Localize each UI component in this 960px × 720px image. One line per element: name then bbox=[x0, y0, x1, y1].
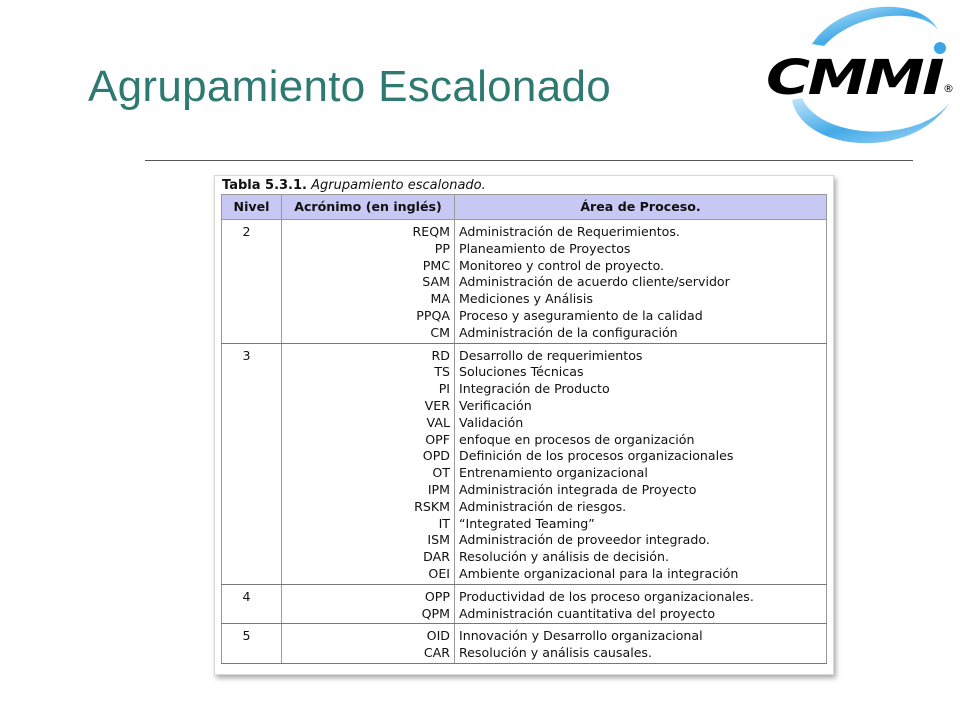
process-area-text: enfoque en procesos de organización bbox=[459, 431, 695, 447]
process-area-text: Monitoreo y control de proyecto. bbox=[459, 257, 665, 273]
cmmi-logo-graphic bbox=[762, 2, 960, 152]
process-area-text: Resolución y análisis causales. bbox=[459, 645, 653, 661]
process-area-text: Soluciones Técnicas bbox=[459, 364, 584, 380]
acronym-cell bbox=[282, 584, 455, 624]
table-header-row bbox=[222, 195, 827, 220]
header-area: Área de Proceso. bbox=[455, 195, 827, 220]
cmmi-logo-text: CMMI bbox=[766, 50, 944, 106]
header-nivel: Nivel bbox=[222, 195, 282, 220]
acronym-text: PMC bbox=[422, 257, 450, 273]
nivel-cell: 2 bbox=[222, 220, 282, 344]
acronym-text: OPF bbox=[425, 431, 450, 447]
acronym-text: QPM bbox=[421, 605, 450, 621]
header-acronimo: Acrónimo (en inglés) bbox=[282, 195, 455, 220]
acronym-text: OEI bbox=[428, 565, 450, 581]
process-area-cell bbox=[455, 343, 827, 584]
acronym-text: REQM bbox=[412, 224, 450, 239]
slide-title: Agrupamiento Escalonado bbox=[88, 62, 612, 111]
process-area-text: Ambiente organizacional para la integración bbox=[459, 565, 739, 581]
process-area-cell bbox=[455, 584, 827, 624]
process-area-text: Administración integrada de Proyecto bbox=[459, 481, 697, 497]
process-area-cell bbox=[455, 624, 827, 664]
process-area-text: Verificación bbox=[459, 397, 532, 413]
process-area-text: Mediciones y Análisis bbox=[459, 291, 593, 307]
acronym-text: IT bbox=[438, 515, 450, 531]
process-area-cell bbox=[455, 220, 827, 344]
table-caption-text: Agrupamiento escalonado. bbox=[311, 178, 486, 193]
acronym-text: OPP bbox=[424, 588, 450, 604]
table-caption bbox=[222, 178, 486, 194]
process-area-text: Administración de acuerdo cliente/servidor bbox=[459, 274, 730, 290]
process-area-text: “Integrated Teaming” bbox=[459, 515, 595, 531]
process-area-text: Administración de la configuración bbox=[459, 324, 678, 340]
acronym-text: SAM bbox=[422, 274, 450, 290]
acronym-text: CM bbox=[430, 324, 450, 340]
process-area-text: Administración cuantitativa del proyecto bbox=[459, 605, 716, 621]
acronym-cell bbox=[282, 343, 455, 584]
acronym-text: ISM bbox=[427, 532, 450, 548]
acronym-text: CAR bbox=[423, 645, 450, 661]
process-area-text: Validación bbox=[459, 414, 524, 430]
process-area-text: Proceso y aseguramiento de la calidad bbox=[459, 307, 703, 323]
acronym-text: TS bbox=[434, 364, 450, 380]
acronym-text: OID bbox=[426, 628, 450, 644]
process-area-text: Entrenamiento organizacional bbox=[459, 465, 648, 481]
process-area-text: Planeamiento de Proyectos bbox=[459, 240, 631, 256]
acronym-text: PPQA bbox=[416, 307, 450, 323]
acronym-text: PP bbox=[434, 240, 450, 256]
acronym-text: RSKM bbox=[414, 498, 450, 514]
registered-mark: ® bbox=[943, 82, 954, 95]
acronym-text: OPD bbox=[422, 448, 450, 464]
process-area-text: Administración de proveedor integrado. bbox=[459, 532, 710, 548]
process-areas-table bbox=[221, 194, 827, 664]
acronym-text: DAR bbox=[423, 549, 450, 565]
process-area-text: Productividad de los proceso organizacionales. bbox=[459, 588, 754, 604]
acronym-cell bbox=[282, 624, 455, 664]
process-area-text: Resolución y análisis de decisión. bbox=[459, 549, 669, 565]
table-row bbox=[222, 584, 827, 624]
process-area-text: Administración de riesgos. bbox=[459, 498, 627, 514]
acronym-text: OT bbox=[432, 465, 450, 481]
process-area-text: Integración de Producto bbox=[459, 381, 610, 397]
acronym-text: PI bbox=[438, 381, 450, 397]
table-row bbox=[222, 343, 827, 584]
table-row bbox=[222, 220, 827, 344]
acronym-cell bbox=[282, 220, 455, 344]
table-caption-number: Tabla 5.3.1. bbox=[222, 178, 307, 193]
nivel-cell: 5 bbox=[222, 624, 282, 664]
title-divider bbox=[145, 160, 913, 161]
nivel-cell: 4 bbox=[222, 584, 282, 624]
acronym-text: IPM bbox=[427, 481, 450, 497]
acronym-text: VAL bbox=[426, 414, 450, 430]
process-area-text: Definición de los procesos organizacionales bbox=[459, 448, 734, 464]
process-area-text: Administración de Requerimientos. bbox=[459, 224, 680, 239]
acronym-text: RD bbox=[431, 347, 450, 363]
table-body bbox=[222, 220, 827, 664]
process-areas-table-image bbox=[214, 175, 834, 675]
acronym-text: VER bbox=[424, 397, 450, 413]
process-area-text: Desarrollo de requerimientos bbox=[459, 347, 643, 363]
acronym-text: MA bbox=[430, 291, 450, 307]
cmmi-logo bbox=[762, 2, 960, 152]
table-row bbox=[222, 624, 827, 664]
process-area-text: Innovación y Desarrollo organizacional bbox=[459, 628, 703, 644]
nivel-cell: 3 bbox=[222, 343, 282, 584]
